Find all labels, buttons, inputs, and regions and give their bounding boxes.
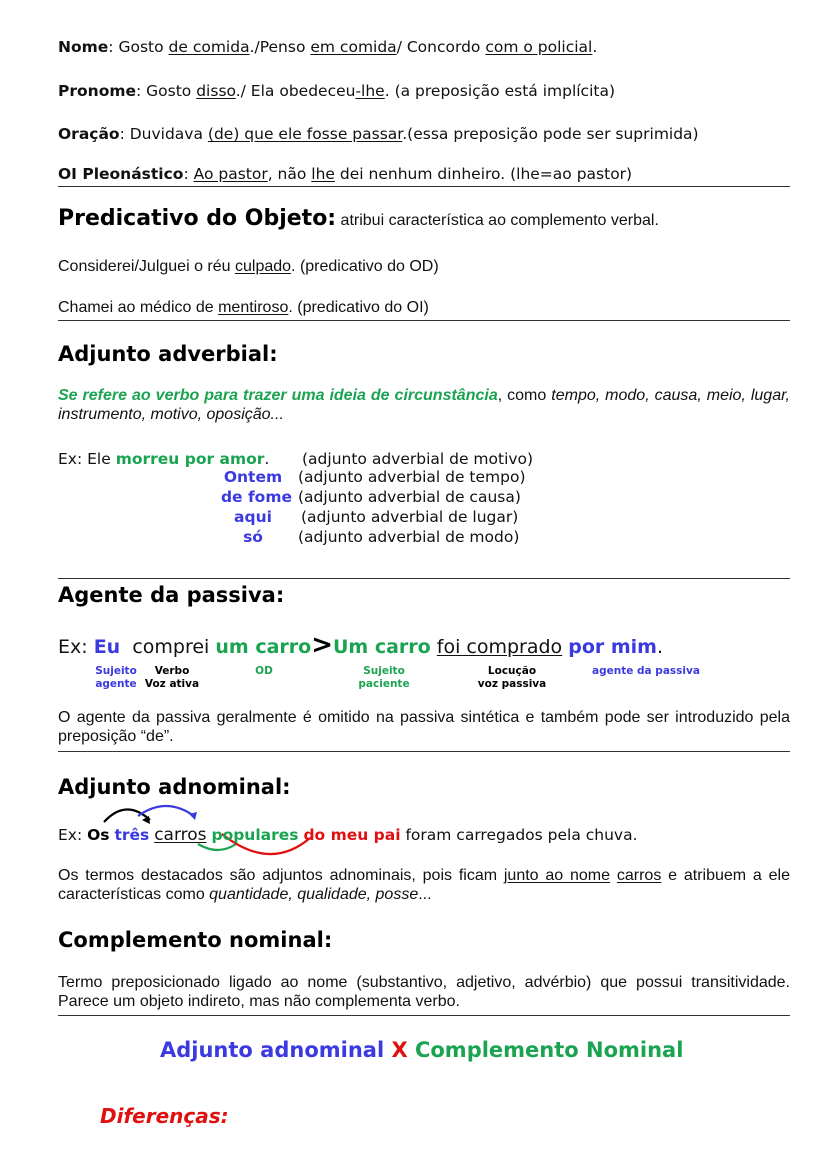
section-title-adjunto-adverbial: Adjunto adverbial: xyxy=(58,342,278,366)
text: Ex: xyxy=(58,636,94,658)
comparison-right: Complemento Nominal xyxy=(414,1038,684,1062)
text: .(essa preposição pode ser suprimida) xyxy=(402,125,699,143)
underlined-text: com o policial xyxy=(485,38,593,56)
underlined-text: culpado xyxy=(235,258,292,275)
adverbial-term-ontem: Ontem xyxy=(223,468,283,486)
comparison-left: Adjunto adnominal xyxy=(160,1038,385,1062)
text: ./Penso xyxy=(249,38,311,56)
adjunto-adverbial-definition xyxy=(58,386,790,424)
adverbial-desc-modo: (adjunto adverbial de modo) xyxy=(298,528,520,546)
section-title-agente-passiva: Agente da passiva: xyxy=(58,583,285,607)
underlined-text: junto ao nome xyxy=(503,867,611,884)
label-line: Locução xyxy=(487,665,537,677)
text: : xyxy=(183,165,194,183)
divider xyxy=(58,1015,790,1016)
adnominal-os: Os xyxy=(87,826,110,844)
object-um-carro: um carro xyxy=(215,636,312,658)
text: Chamei ao médico de xyxy=(58,299,219,316)
text: : Duvidava xyxy=(119,125,208,143)
adverbial-term-de-fome: de fome xyxy=(220,488,292,506)
verb-comprei: comprei xyxy=(132,636,210,658)
text: , não xyxy=(267,165,312,183)
underlined-text: em comida xyxy=(310,38,397,56)
text: : Gosto xyxy=(136,82,197,100)
italic-text: tempo, modo, causa, meio, lugar, instrumento, motivo, oposição... xyxy=(58,387,790,423)
text: ... xyxy=(418,886,432,903)
agente-passiva-example xyxy=(58,630,664,660)
text: . (predicativo do OD) xyxy=(291,258,439,275)
label-oi-pleonastico: OI Pleonástico xyxy=(58,165,184,183)
divider xyxy=(58,320,790,321)
text: Ex: xyxy=(58,826,88,844)
label-line: paciente xyxy=(358,678,410,690)
text: . xyxy=(592,38,598,56)
subject-um-carro: Um carro xyxy=(333,636,431,658)
text: dei nenhum dinheiro. (lhe=ao pastor) xyxy=(334,165,633,183)
label-sujeito-agente xyxy=(88,665,144,691)
adjunto-adnominal-note xyxy=(58,866,790,904)
comparison-title xyxy=(160,1038,683,1062)
comparison-versus: X xyxy=(384,1038,415,1062)
text: ./ Ela obedeceu xyxy=(235,82,356,100)
label-od: OD xyxy=(255,665,273,677)
section-title-complemento-nominal: Complemento nominal: xyxy=(58,928,333,952)
noun-carros: carros xyxy=(154,825,207,845)
label-line: Voz ativa xyxy=(144,678,200,690)
text: Os termos destacados são adjuntos adnominais, pois ficam xyxy=(58,867,504,884)
label-line: Verbo xyxy=(154,665,190,677)
adnominal-do-meu-pai: do meu pai xyxy=(303,826,401,844)
underlined-text: mentiroso xyxy=(218,299,289,316)
predicativo-example-oi xyxy=(58,299,429,317)
agente-passiva-note: O agente da passiva geralmente é omitido na passiva sintética e também pode ser introduzido pela preposição “de”. xyxy=(58,709,790,745)
label-pronome: Pronome xyxy=(58,82,136,100)
divider xyxy=(58,578,790,579)
section-title: Predicativo do Objeto: xyxy=(58,206,337,231)
adverbial-term-so: só xyxy=(243,528,263,546)
highlight-definition: Se refere ao verbo para trazer uma ideia de circunstância xyxy=(58,387,498,404)
underlined-text: de comida xyxy=(168,38,250,56)
label-sujeito-paciente xyxy=(352,665,416,691)
adverbial-term-aqui: aqui xyxy=(234,508,272,526)
label-nome: Nome xyxy=(58,38,109,56)
text: e atribuem a ele características como xyxy=(58,867,790,903)
adjunto-adnominal-example xyxy=(58,825,638,845)
text: Considerei/Julguei o réu xyxy=(58,258,235,275)
text: . (predicativo do OI) xyxy=(288,299,429,316)
section-title-adjunto-adnominal: Adjunto adnominal: xyxy=(58,775,291,799)
label-line: Sujeito xyxy=(95,665,137,677)
adverbial-desc-causa: (adjunto adverbial de causa) xyxy=(298,488,521,506)
section-definition: atribui característica ao complemento verbal. xyxy=(336,212,659,229)
text: / Concordo xyxy=(396,38,486,56)
label-line: voz passiva xyxy=(477,678,547,690)
text: : Gosto xyxy=(108,38,169,56)
adverbial-desc-motivo: (adjunto adverbial de motivo) xyxy=(302,450,534,468)
label-agente-da-passiva: agente da passiva xyxy=(592,665,700,677)
divider xyxy=(58,751,790,752)
text: . (a preposição está implícita) xyxy=(384,82,616,100)
italic-text: quantidade, qualidade, posse xyxy=(209,886,419,903)
verb-foi-comprado: foi comprado xyxy=(436,636,563,658)
complemento-nominal-definition: Termo preposicionado ligado ao nome (substantivo, adjetivo, advérbio) que possui transitividade. Parece um objeto indireto, mas não complementa verbo. xyxy=(58,974,790,1010)
line-nome xyxy=(58,38,597,56)
adverbial-desc-lugar: (adjunto adverbial de lugar) xyxy=(301,508,519,526)
predicativo-heading xyxy=(58,206,659,231)
underlined-text: -lhe xyxy=(355,82,385,100)
adjunto-adverbial-example xyxy=(58,450,269,468)
transform-arrow-icon: > xyxy=(311,630,333,660)
line-oracao xyxy=(58,125,699,143)
underlined-text: disso xyxy=(196,82,236,100)
text: Ex: Ele xyxy=(58,450,116,468)
line-pronome xyxy=(58,82,615,100)
underlined-text: lhe xyxy=(311,165,335,183)
adnominal-tres: três xyxy=(114,826,150,844)
subject-eu: Eu xyxy=(93,636,121,658)
adverbial-desc-tempo: (adjunto adverbial de tempo) xyxy=(298,468,526,486)
agent-por-mim: por mim xyxy=(568,636,657,658)
divider xyxy=(58,186,790,187)
label-oracao: Oração xyxy=(58,125,120,143)
label-line: agente xyxy=(95,678,137,690)
text: . xyxy=(264,450,270,468)
underlined-text: carros xyxy=(616,867,662,884)
adverbial-term: por amor xyxy=(184,450,265,468)
text: . xyxy=(656,636,664,658)
underlined-text: Ao pastor xyxy=(193,165,268,183)
diferencas-heading: Diferenças: xyxy=(100,1104,229,1128)
adnominal-populares: populares xyxy=(211,826,299,844)
label-locucao xyxy=(470,665,554,691)
label-line: Sujeito xyxy=(363,665,405,677)
predicativo-example-od xyxy=(58,258,439,276)
text: , como xyxy=(497,387,552,404)
label-verbo xyxy=(142,665,202,691)
text: foram carregados pela chuva. xyxy=(400,826,638,844)
verb-text: morreu xyxy=(115,450,185,468)
underlined-text: (de) que ele fosse passar xyxy=(207,125,403,143)
line-oi-pleonastico xyxy=(58,165,632,183)
